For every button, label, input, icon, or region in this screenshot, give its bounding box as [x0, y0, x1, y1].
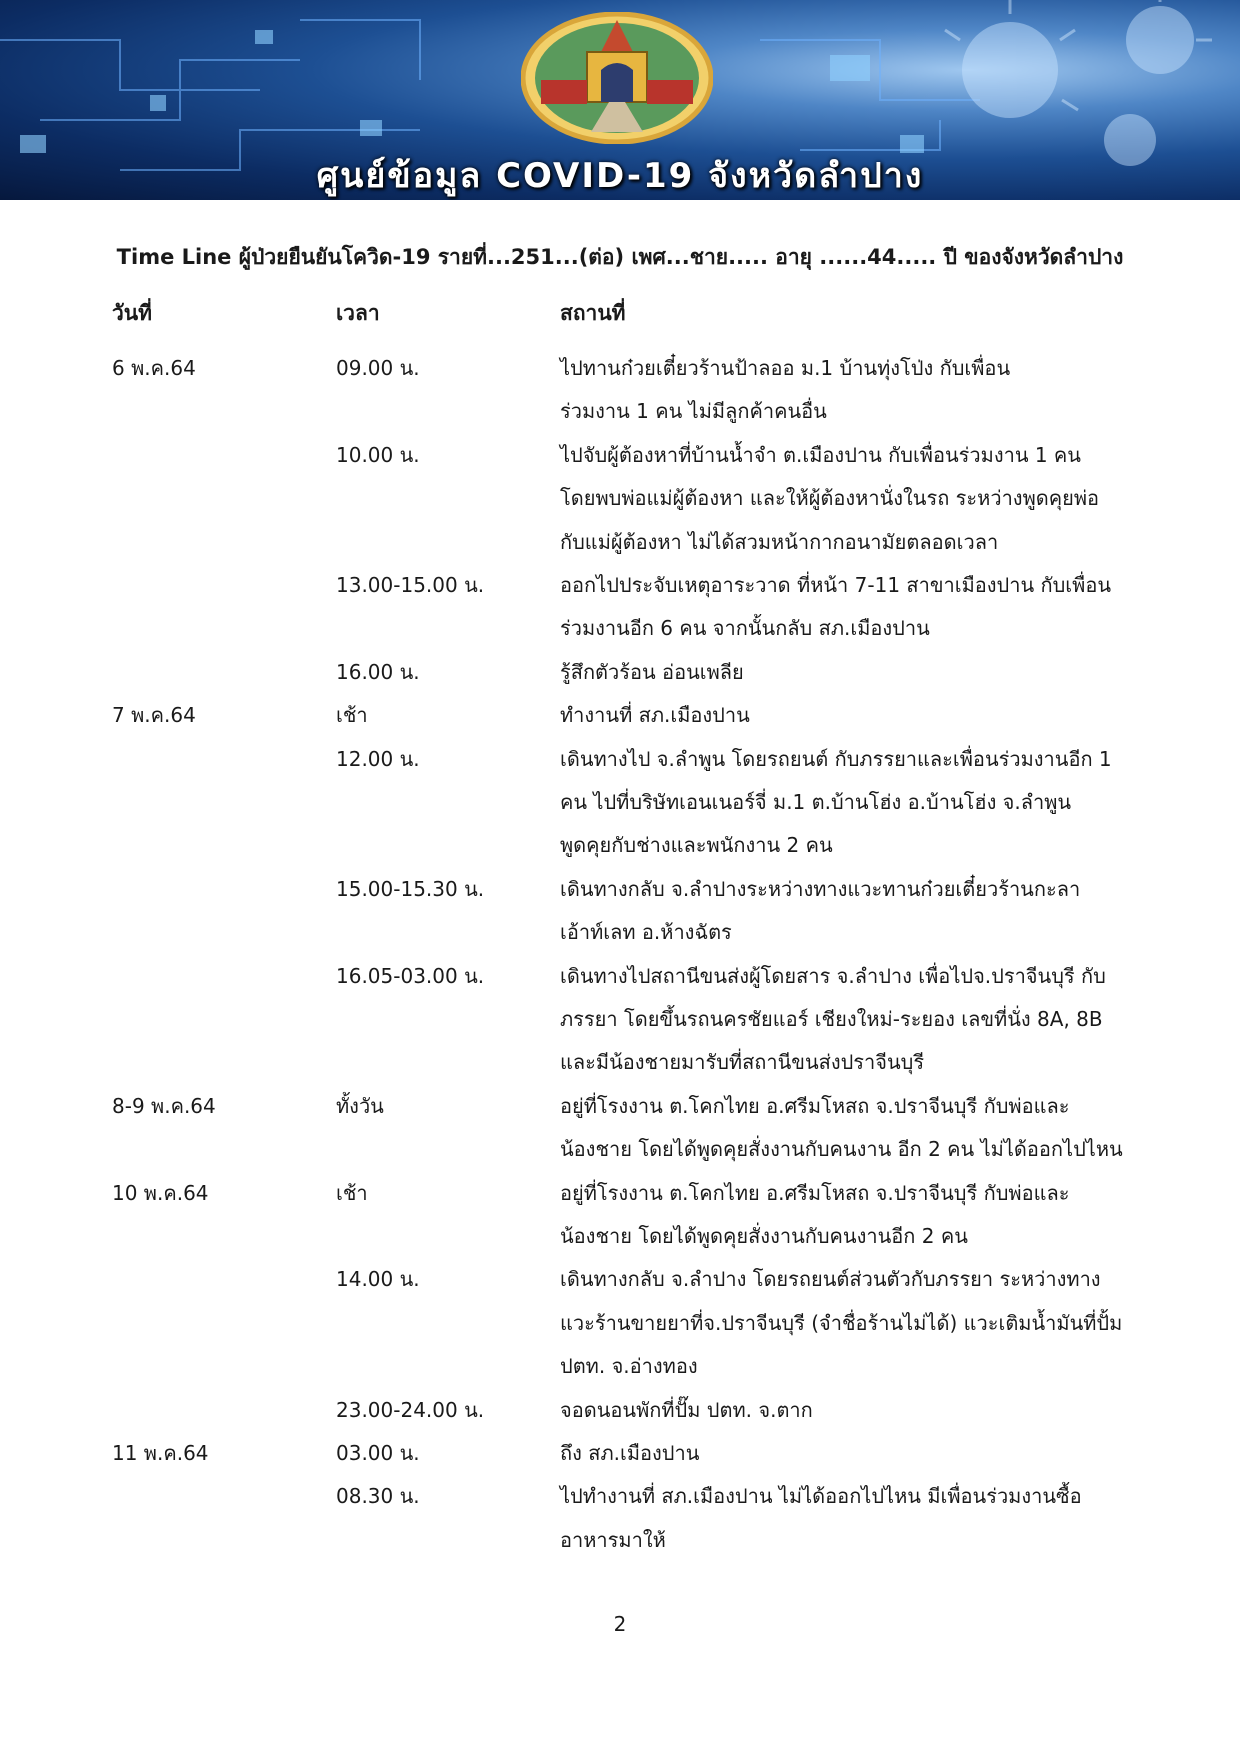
timeline-place-line: เดินทางกลับ จ.ลำปางระหว่างทางแวะทานก๋วยเตี๋ยวร้านกะลา [560, 876, 1081, 901]
timeline-time: 13.00-15.00 น. [336, 573, 485, 597]
timeline-time: 12.00 น. [336, 746, 420, 771]
page-number: 2 [613, 1612, 627, 1636]
timeline-time: 10.00 น. [336, 442, 420, 467]
timeline-place-line: โดยพบพ่อแม่ผู้ต้องหา และให้ผู้ต้องหานั่งในรถ ระหว่างพูดคุยพ่อ [560, 486, 1100, 511]
timeline-place-line: ปตท. จ.อ่างทอง [560, 1354, 698, 1379]
timeline-time: 03.00 น. [336, 1441, 420, 1465]
timeline-place-line: อาหารมาให้ [560, 1527, 666, 1552]
timeline-place-line: และมีน้องชายมารับที่สถานีขนส่งปราจีนบุรี [560, 1050, 925, 1075]
timeline-place-line: ไปทำงานที่ สภ.เมืองปาน ไม่ได้ออกไปไหน มีเพื่อนร่วมงานซื้อ [560, 1484, 1082, 1509]
header-banner [0, 0, 1240, 200]
column-header-date: วันที่ [112, 301, 152, 325]
timeline-place-line: ทำงานที่ สภ.เมืองปาน [560, 703, 750, 728]
timeline-time: 09.00 น. [336, 356, 420, 380]
timeline-place-line: ร่วมงาน 1 คน ไม่มีลูกค้าคนอื่น [560, 399, 827, 424]
timeline-time: เช้า [336, 703, 368, 728]
timeline-time: ทั้งวัน [336, 1093, 384, 1118]
timeline-place-line: จอดนอนพักที่ปั๊ม ปตท. จ.ตาก [560, 1397, 813, 1422]
timeline-date: 8-9 พ.ค.64 [112, 1093, 216, 1118]
timeline-time: เช้า [336, 1180, 368, 1205]
timeline-place-line: น้องชาย โดยได้พูดคุยสั่งงานกับคนงานอีก 2 คน [560, 1224, 968, 1248]
timeline-place-line: ไปทานก๋วยเตี๋ยวร้านป้าลออ ม.1 บ้านทุ่งโป่ง กับเพื่อน [560, 356, 1011, 380]
timeline-time: 08.30 น. [336, 1484, 420, 1509]
document-title: Time Line ผู้ป่วยยืนยันโควิด-19 รายที่...251...(ต่อ) เพศ...ชาย..... อายุ ......44..... ปี ของจังหวัดลำปาง [116, 245, 1124, 269]
timeline-time: 16.05-03.00 น. [336, 963, 485, 988]
timeline-place-line: แวะร้านขายยาที่จ.ปราจีนบุรี (จำชื่อร้านไม่ได้) แวะเติมน้ำมันที่ปั้ม [560, 1310, 1123, 1335]
column-header-time: เวลา [336, 301, 380, 325]
timeline-place-line: ออกไปประจับเหตุอาระวาด ที่หน้า 7-11 สาขาเมืองปาน กับเพื่อน [560, 573, 1111, 597]
timeline-date: 10 พ.ค.64 [112, 1180, 209, 1205]
column-header-place: สถานที่ [560, 301, 626, 325]
timeline-place-line: เดินทางไปสถานีขนส่งผู้โดยสาร จ.ลำปาง เพื่อไปจ.ปราจีนบุรี กับ [560, 963, 1106, 988]
banner-title: ศูนย์ข้อมูล COVID-19 จังหวัดลำปาง [316, 156, 924, 196]
timeline-place-line: รู้สึกตัวร้อน อ่อนเพลีย [560, 659, 744, 684]
lampang-seal-logo [521, 12, 713, 144]
timeline-date: 11 พ.ค.64 [112, 1441, 209, 1465]
timeline-place-line: ภรรยา โดยขึ้นรถนครชัยแอร์ เชียงใหม่-ระยอง เลขที่นั่ง 8A, 8B [560, 1007, 1103, 1031]
timeline-date: 7 พ.ค.64 [112, 703, 196, 728]
timeline-place-line: ร่วมงานอีก 6 คน จากนั้นกลับ สภ.เมืองปาน [560, 616, 930, 641]
timeline-place-line: อยู่ที่โรงงาน ต.โคกไทย อ.ศรีมโหสถ จ.ปราจีนบุรี กับพ่อและ [560, 1093, 1070, 1118]
timeline-place-line: ไปจับผู้ต้องหาที่บ้านน้ำจำ ต.เมืองปาน กับเพื่อนร่วมงาน 1 คน [560, 442, 1081, 467]
timeline-place-line: เดินทางไป จ.ลำพูน โดยรถยนต์ กับภรรยาและเพื่อนร่วมงานอีก 1 [560, 746, 1112, 771]
timeline-time: 23.00-24.00 น. [336, 1397, 485, 1422]
timeline-place-line: อยู่ที่โรงงาน ต.โคกไทย อ.ศรีมโหสถ จ.ปราจีนบุรี กับพ่อและ [560, 1180, 1070, 1205]
timeline-place-line: คน ไปที่บริษัทเอนเนอร์จี่ ม.1 ต.บ้านโฮ่ง อ.บ้านโฮ่ง จ.ลำพูน [560, 790, 1072, 814]
timeline-time: 14.00 น. [336, 1267, 420, 1292]
timeline-place-line: น้องชาย โดยได้พูดคุยสั่งงานกับคนงาน อีก 2 คน ไม่ได้ออกไปไหน [560, 1137, 1123, 1162]
timeline-time: 16.00 น. [336, 659, 420, 684]
timeline-place-line: เดินทางกลับ จ.ลำปาง โดยรถยนต์ส่วนตัวกับภรรยา ระหว่างทาง [560, 1267, 1101, 1292]
timeline-date: 6 พ.ค.64 [112, 356, 196, 380]
timeline-time: 15.00-15.30 น. [336, 876, 485, 901]
timeline-place-line: กับแม่ผู้ต้องหา ไม่ได้สวมหน้ากากอนามัยตลอดเวลา [560, 529, 999, 554]
timeline-place-line: เอ้าท์เลท อ.ห้างฉัตร [560, 920, 732, 945]
timeline-place-line: พูดคุยกับช่างและพนักงาน 2 คน [560, 833, 833, 858]
timeline-place-line: ถึง สภ.เมืองปาน [560, 1441, 700, 1465]
